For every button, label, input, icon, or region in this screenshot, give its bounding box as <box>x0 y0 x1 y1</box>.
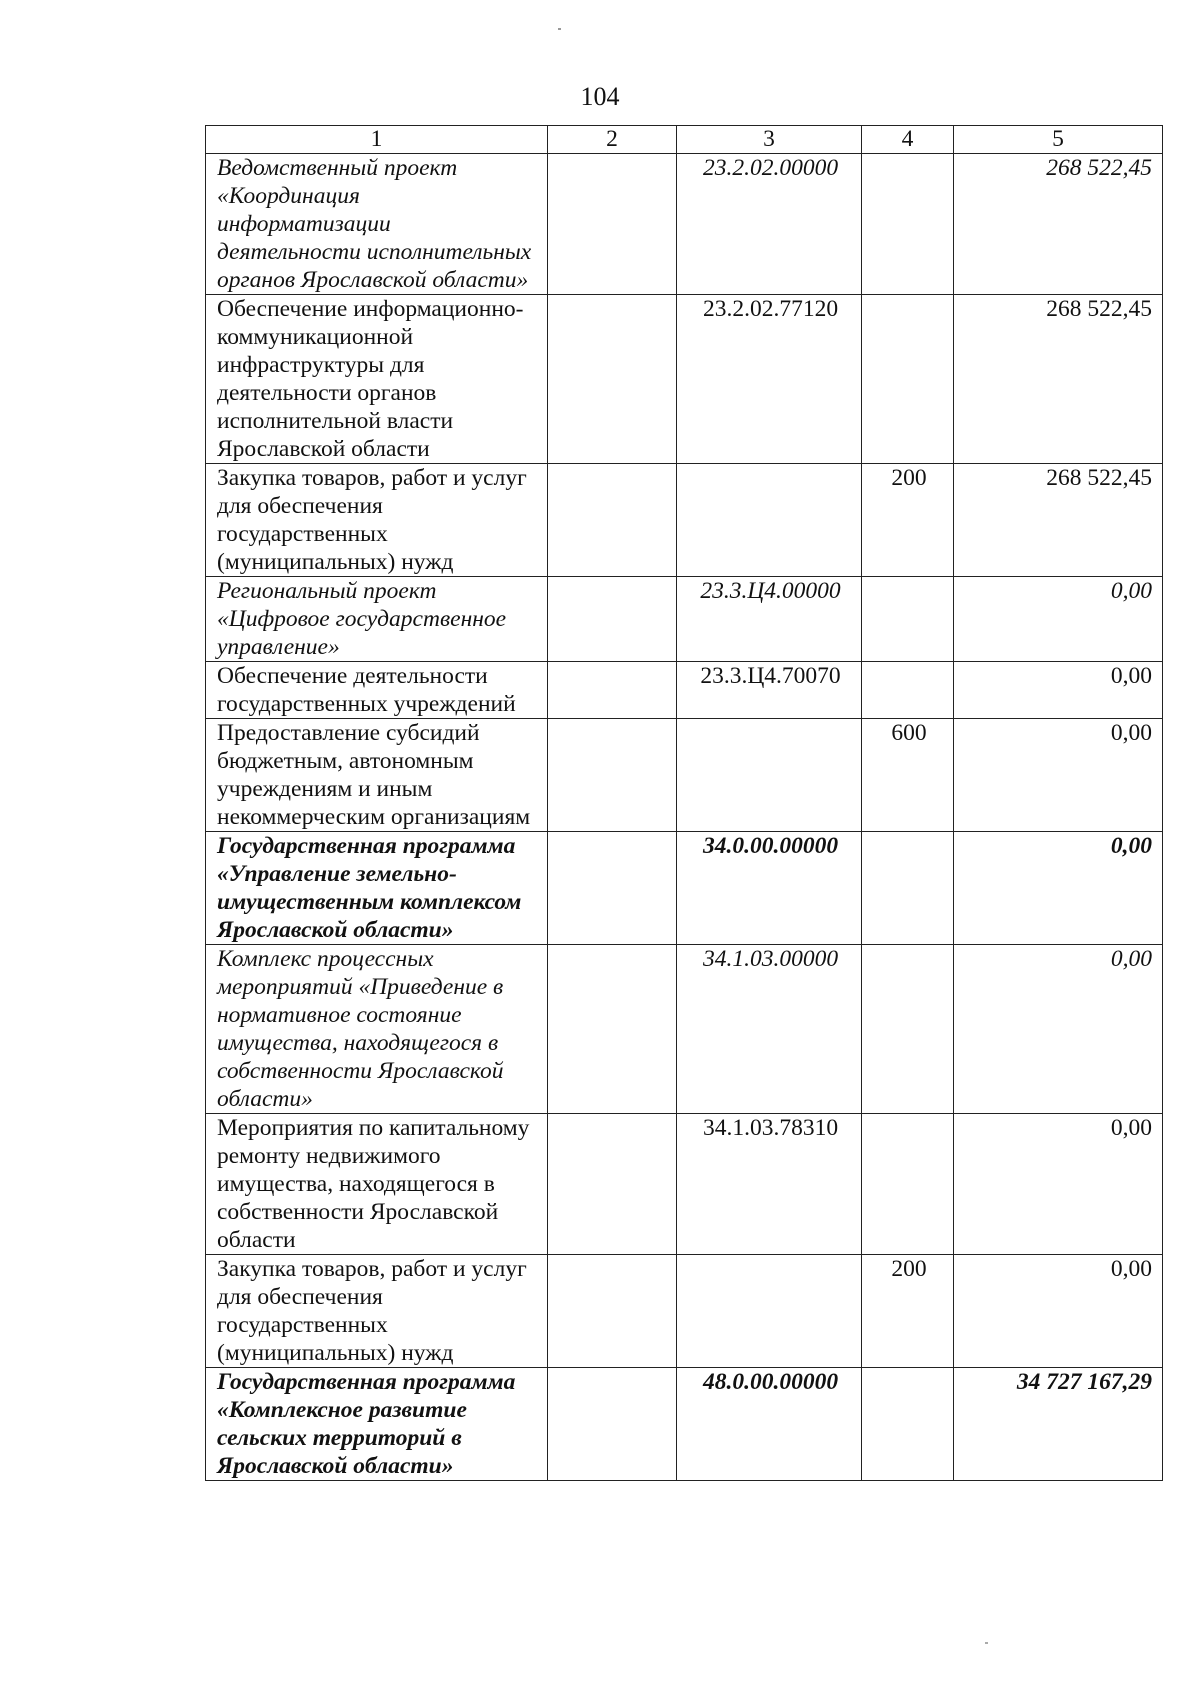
row-col2 <box>548 1114 677 1255</box>
scan-speck-bottom <box>985 1642 988 1644</box>
row-col2 <box>548 295 677 464</box>
table-row <box>206 577 1163 662</box>
table-row <box>206 945 1163 1114</box>
row-amount: 0,00 <box>954 719 1163 832</box>
row-code <box>677 464 862 577</box>
row-type <box>862 662 954 719</box>
row-type <box>862 295 954 464</box>
row-name: Закупка товаров, работ и услуг для обеспечения государственных (муниципальных) нужд <box>206 1255 548 1368</box>
row-name: Обеспечение деятельности государственных учреждений <box>206 662 548 719</box>
row-name: Обеспечение информационно-коммуникационной инфраструктуры для деятельности органов исполнительной власти Ярославской области <box>206 295 548 464</box>
row-code: 34.1.03.00000 <box>677 945 862 1114</box>
table-row <box>206 154 1163 295</box>
row-code: 34.1.03.78310 <box>677 1114 862 1255</box>
row-col2 <box>548 945 677 1114</box>
row-name: Комплекс процессных мероприятий «Приведение в нормативное состояние имущества, находящегося в собственности Ярославской области» <box>206 945 548 1114</box>
row-amount: 0,00 <box>954 945 1163 1114</box>
header-col-2: 2 <box>548 126 677 154</box>
row-type: 200 <box>862 464 954 577</box>
table-header-row <box>206 126 1163 154</box>
row-code <box>677 719 862 832</box>
row-name: Предоставление субсидий бюджетным, автономным учреждениям и иным некоммерческим организациям <box>206 719 548 832</box>
row-col2 <box>548 154 677 295</box>
budget-table <box>205 125 1163 1481</box>
scan-speck-top <box>558 28 561 30</box>
row-name: Региональный проект «Цифровое государственное управление» <box>206 577 548 662</box>
row-type: 200 <box>862 1255 954 1368</box>
row-type <box>862 1114 954 1255</box>
header-col-3: 3 <box>677 126 862 154</box>
header-col-1: 1 <box>206 126 548 154</box>
header-col-4: 4 <box>862 126 954 154</box>
row-name: Государственная программа «Комплексное развитие сельских территорий в Ярославской области» <box>206 1368 548 1481</box>
row-col2 <box>548 832 677 945</box>
row-code: 48.0.00.00000 <box>677 1368 862 1481</box>
row-amount: 34 727 167,29 <box>954 1368 1163 1481</box>
row-code: 23.2.02.77120 <box>677 295 862 464</box>
row-amount: 268 522,45 <box>954 154 1163 295</box>
row-col2 <box>548 1368 677 1481</box>
table-row <box>206 832 1163 945</box>
table-row <box>206 1114 1163 1255</box>
row-type <box>862 154 954 295</box>
row-code: 23.2.02.00000 <box>677 154 862 295</box>
row-col2 <box>548 1255 677 1368</box>
row-col2 <box>548 719 677 832</box>
row-amount: 0,00 <box>954 1255 1163 1368</box>
row-type <box>862 945 954 1114</box>
row-name: Ведомственный проект «Координация информатизации деятельности исполнительных органов Ярославской области» <box>206 154 548 295</box>
row-name: Государственная программа «Управление земельно-имущественным комплексом Ярославской области» <box>206 832 548 945</box>
row-amount: 0,00 <box>954 577 1163 662</box>
row-col2 <box>548 464 677 577</box>
table-row <box>206 464 1163 577</box>
table-row <box>206 295 1163 464</box>
row-amount: 0,00 <box>954 832 1163 945</box>
row-amount: 0,00 <box>954 1114 1163 1255</box>
table-row <box>206 1255 1163 1368</box>
row-type: 600 <box>862 719 954 832</box>
row-type <box>862 1368 954 1481</box>
row-code <box>677 1255 862 1368</box>
table-row <box>206 662 1163 719</box>
row-col2 <box>548 662 677 719</box>
row-name: Закупка товаров, работ и услуг для обеспечения государственных (муниципальных) нужд <box>206 464 548 577</box>
row-code: 34.0.00.00000 <box>677 832 862 945</box>
row-name: Мероприятия по капитальному ремонту недвижимого имущества, находящегося в собственности Ярославской области <box>206 1114 548 1255</box>
row-amount: 0,00 <box>954 662 1163 719</box>
row-col2 <box>548 577 677 662</box>
row-type <box>862 832 954 945</box>
table-row <box>206 1368 1163 1481</box>
table-row <box>206 719 1163 832</box>
row-type <box>862 577 954 662</box>
header-col-5: 5 <box>954 126 1163 154</box>
row-amount: 268 522,45 <box>954 464 1163 577</box>
row-amount: 268 522,45 <box>954 295 1163 464</box>
row-code: 23.3.Ц4.70070 <box>677 662 862 719</box>
row-code: 23.3.Ц4.00000 <box>677 577 862 662</box>
page-number: 104 <box>580 82 620 111</box>
